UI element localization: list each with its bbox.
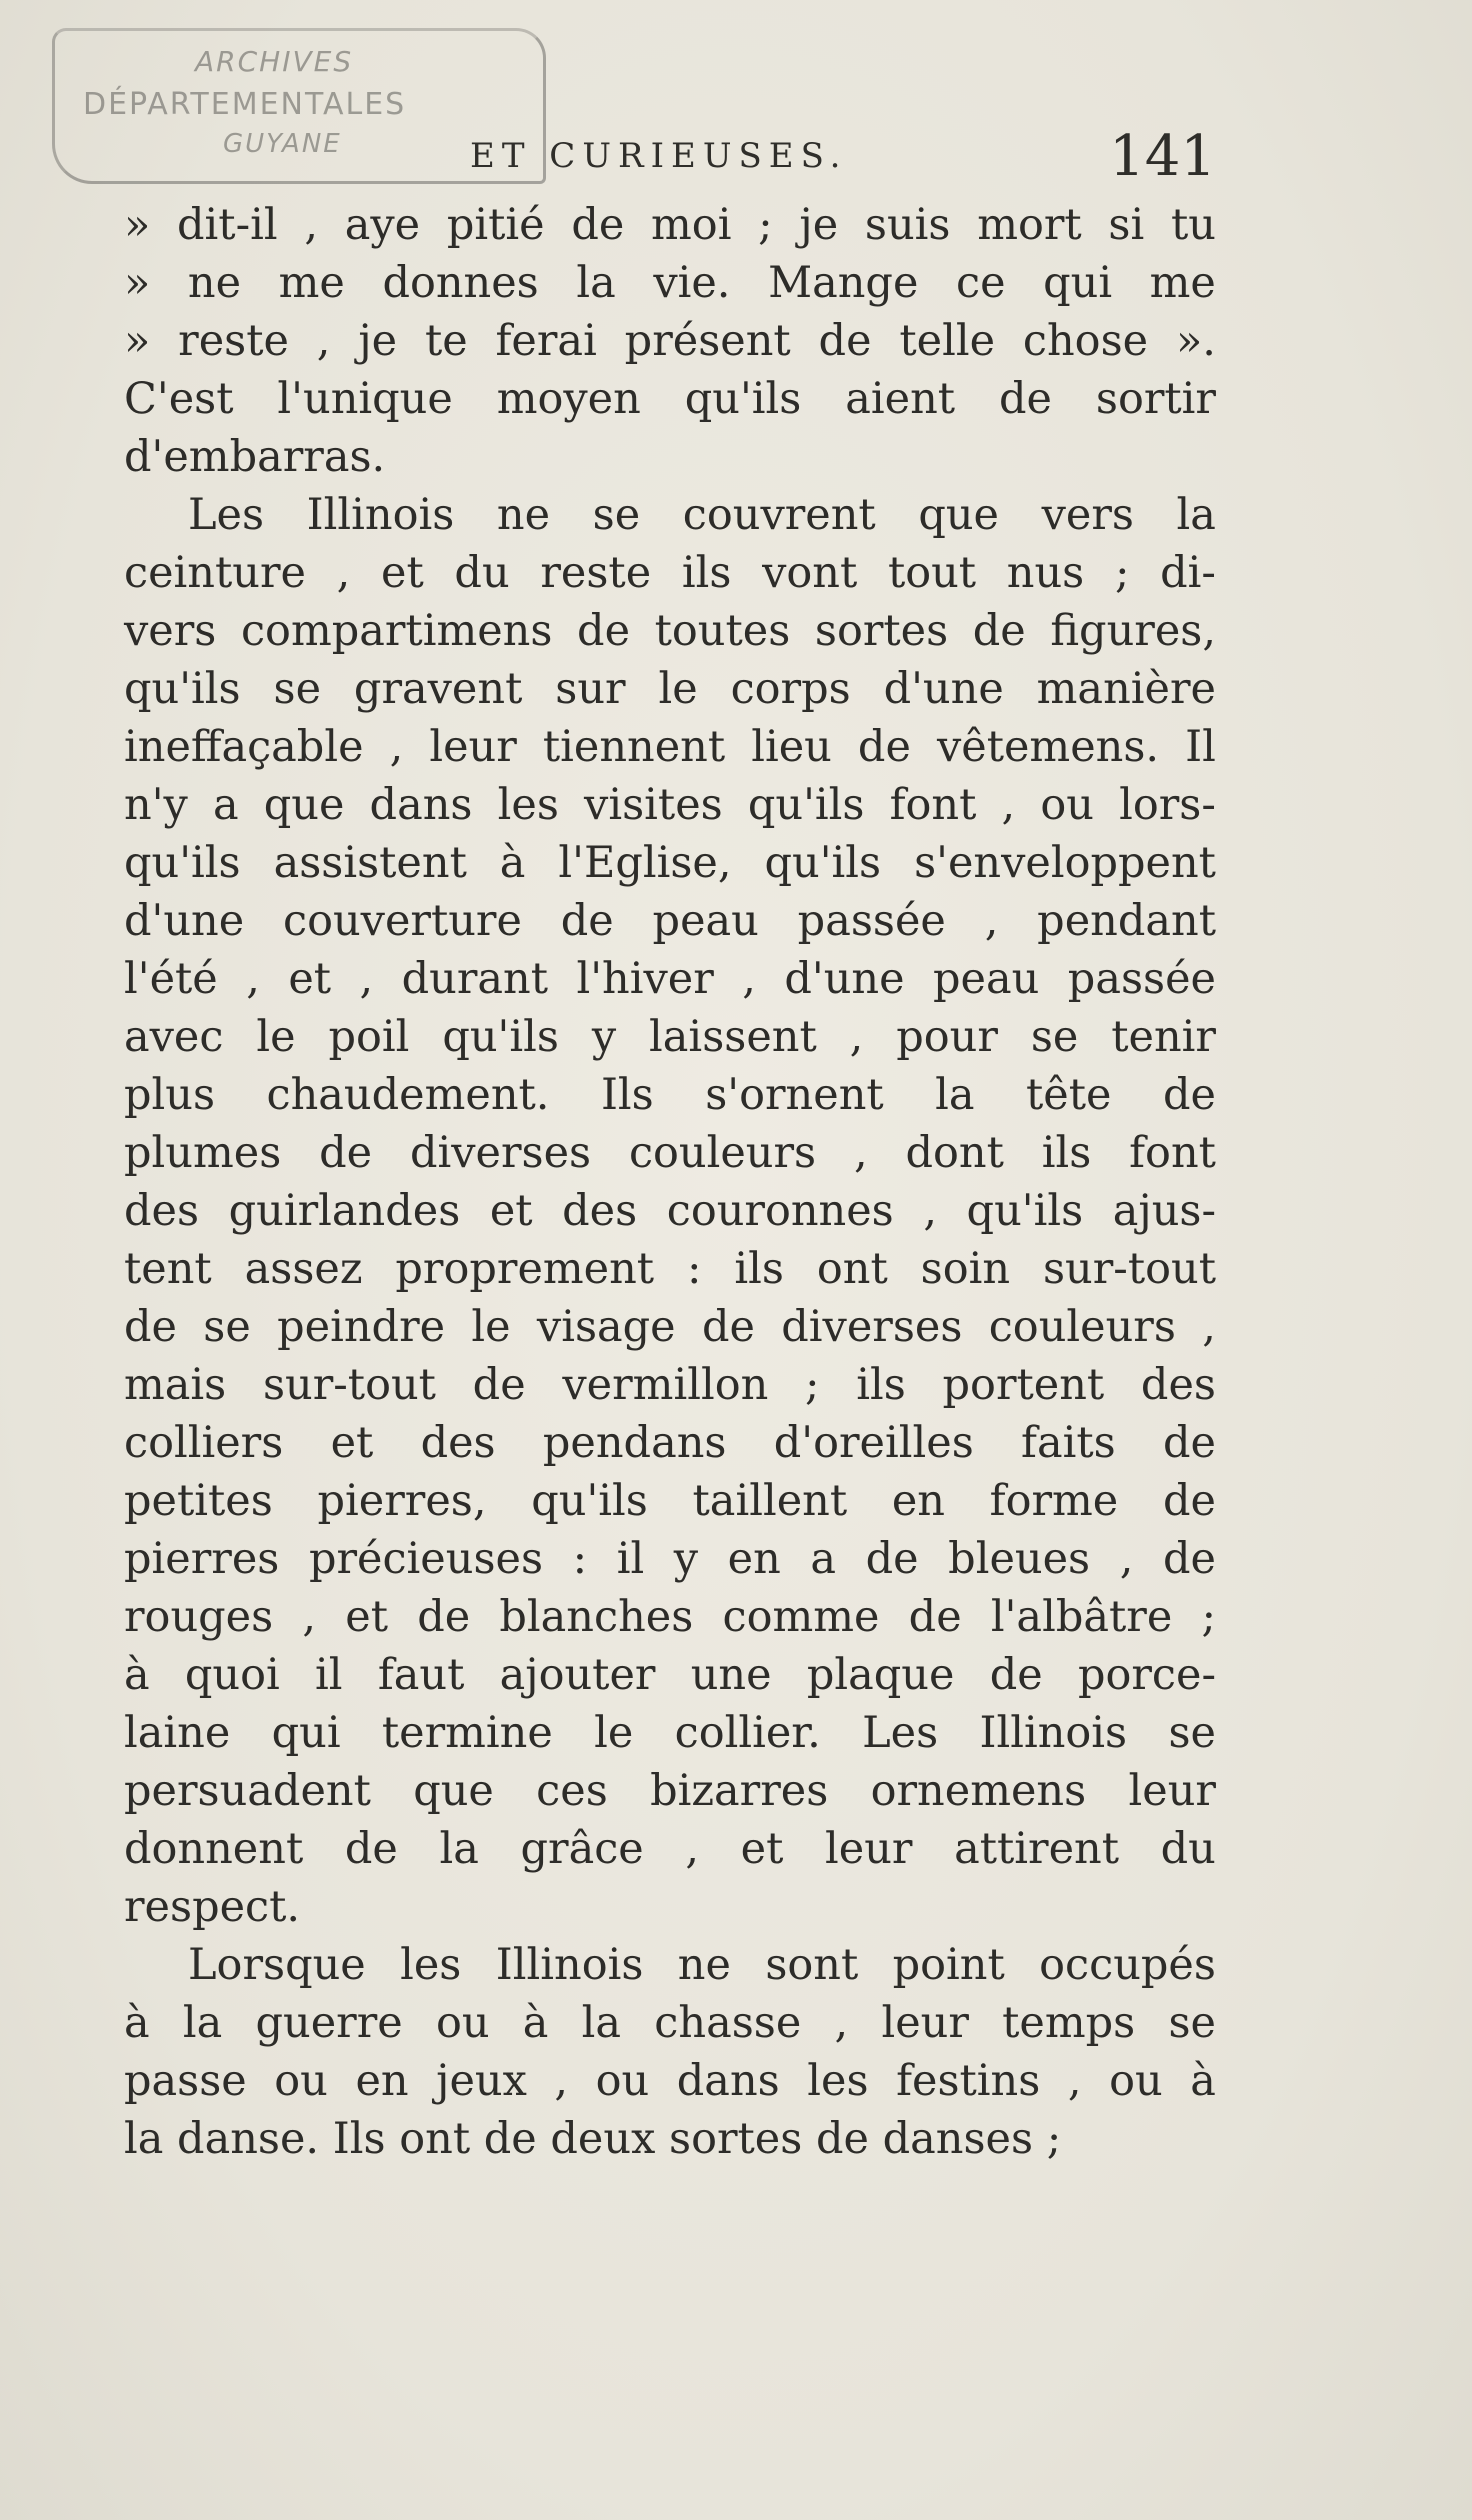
- page-number: 141: [1109, 124, 1216, 189]
- text-line: pierres précieuses : il y en a de bleues , de: [124, 1534, 1216, 1584]
- text-line: qu'ils assistent à l'Eglise, qu'ils s'enveloppent: [124, 838, 1216, 888]
- paragraph: [124, 486, 1216, 1936]
- text-line: à la guerre ou à la chasse , leur temps se: [124, 1998, 1216, 2048]
- text-line: rouges , et de blanches comme de l'albâtre ;: [124, 1592, 1216, 1642]
- running-head: ET CURIEUSES.: [470, 136, 848, 176]
- stamp-line: DÉPARTEMENTALES: [83, 87, 407, 122]
- text-line: ineffaçable , leur tiennent lieu de vêtemens. Il: [124, 722, 1216, 772]
- stamp-line: GUYANE: [223, 129, 342, 159]
- text-line: donnent de la grâce , et leur attirent du: [124, 1824, 1216, 1874]
- text-line: Lorsque les Illinois ne sont point occupés: [188, 1940, 1216, 1990]
- text-line: d'une couverture de peau passée , pendant: [124, 896, 1216, 946]
- text-line: l'été , et , durant l'hiver , d'une peau passée: [124, 954, 1216, 1004]
- body-text: [124, 196, 1216, 2168]
- text-line: laine qui termine le collier. Les Illinois se: [124, 1708, 1216, 1758]
- text-line: » reste , je te ferai présent de telle chose ».: [124, 316, 1216, 366]
- text-line: mais sur-tout de vermillon ; ils portent des: [124, 1360, 1216, 1410]
- text-line: avec le poil qu'ils y laissent , pour se tenir: [124, 1012, 1216, 1062]
- text-line: vers compartimens de toutes sortes de figures,: [124, 606, 1216, 656]
- text-line: » dit-il , aye pitié de moi ; je suis mort si tu: [124, 200, 1216, 250]
- text-line: à quoi il faut ajouter une plaque de porce-: [124, 1650, 1216, 1700]
- text-line: C'est l'unique moyen qu'ils aient de sortir: [124, 374, 1216, 424]
- text-line: respect.: [124, 1882, 301, 1932]
- text-line: d'embarras.: [124, 432, 386, 482]
- stamp-line: ARCHIVES: [195, 45, 354, 78]
- text-line: » ne me donnes la vie. Mange ce qui me: [124, 258, 1216, 308]
- text-line: Les Illinois ne se couvrent que vers la: [188, 490, 1216, 540]
- text-line: des guirlandes et des couronnes , qu'ils ajus-: [124, 1186, 1216, 1236]
- text-line: ceinture , et du reste ils vont tout nus ; di-: [124, 548, 1216, 598]
- text-line: la danse. Ils ont de deux sortes de danses ;: [124, 2114, 1062, 2164]
- text-line: tent assez proprement : ils ont soin sur-tout: [124, 1244, 1216, 1294]
- text-line: plus chaudement. Ils s'ornent la tête de: [124, 1070, 1216, 1120]
- paragraph: [124, 1936, 1216, 2168]
- text-line: n'y a que dans les visites qu'ils font , ou lors-: [124, 780, 1216, 830]
- text-line: petites pierres, qu'ils taillent en forme de: [124, 1476, 1216, 1526]
- text-line: plumes de diverses couleurs , dont ils font: [124, 1128, 1216, 1178]
- text-line: qu'ils se gravent sur le corps d'une manière: [124, 664, 1216, 714]
- paragraph: [124, 196, 1216, 486]
- text-line: colliers et des pendans d'oreilles faits de: [124, 1418, 1216, 1468]
- text-line: de se peindre le visage de diverses couleurs ,: [124, 1302, 1216, 1352]
- text-line: passe ou en jeux , ou dans les festins , ou à: [124, 2056, 1216, 2106]
- text-line: persuadent que ces bizarres ornemens leur: [124, 1766, 1216, 1816]
